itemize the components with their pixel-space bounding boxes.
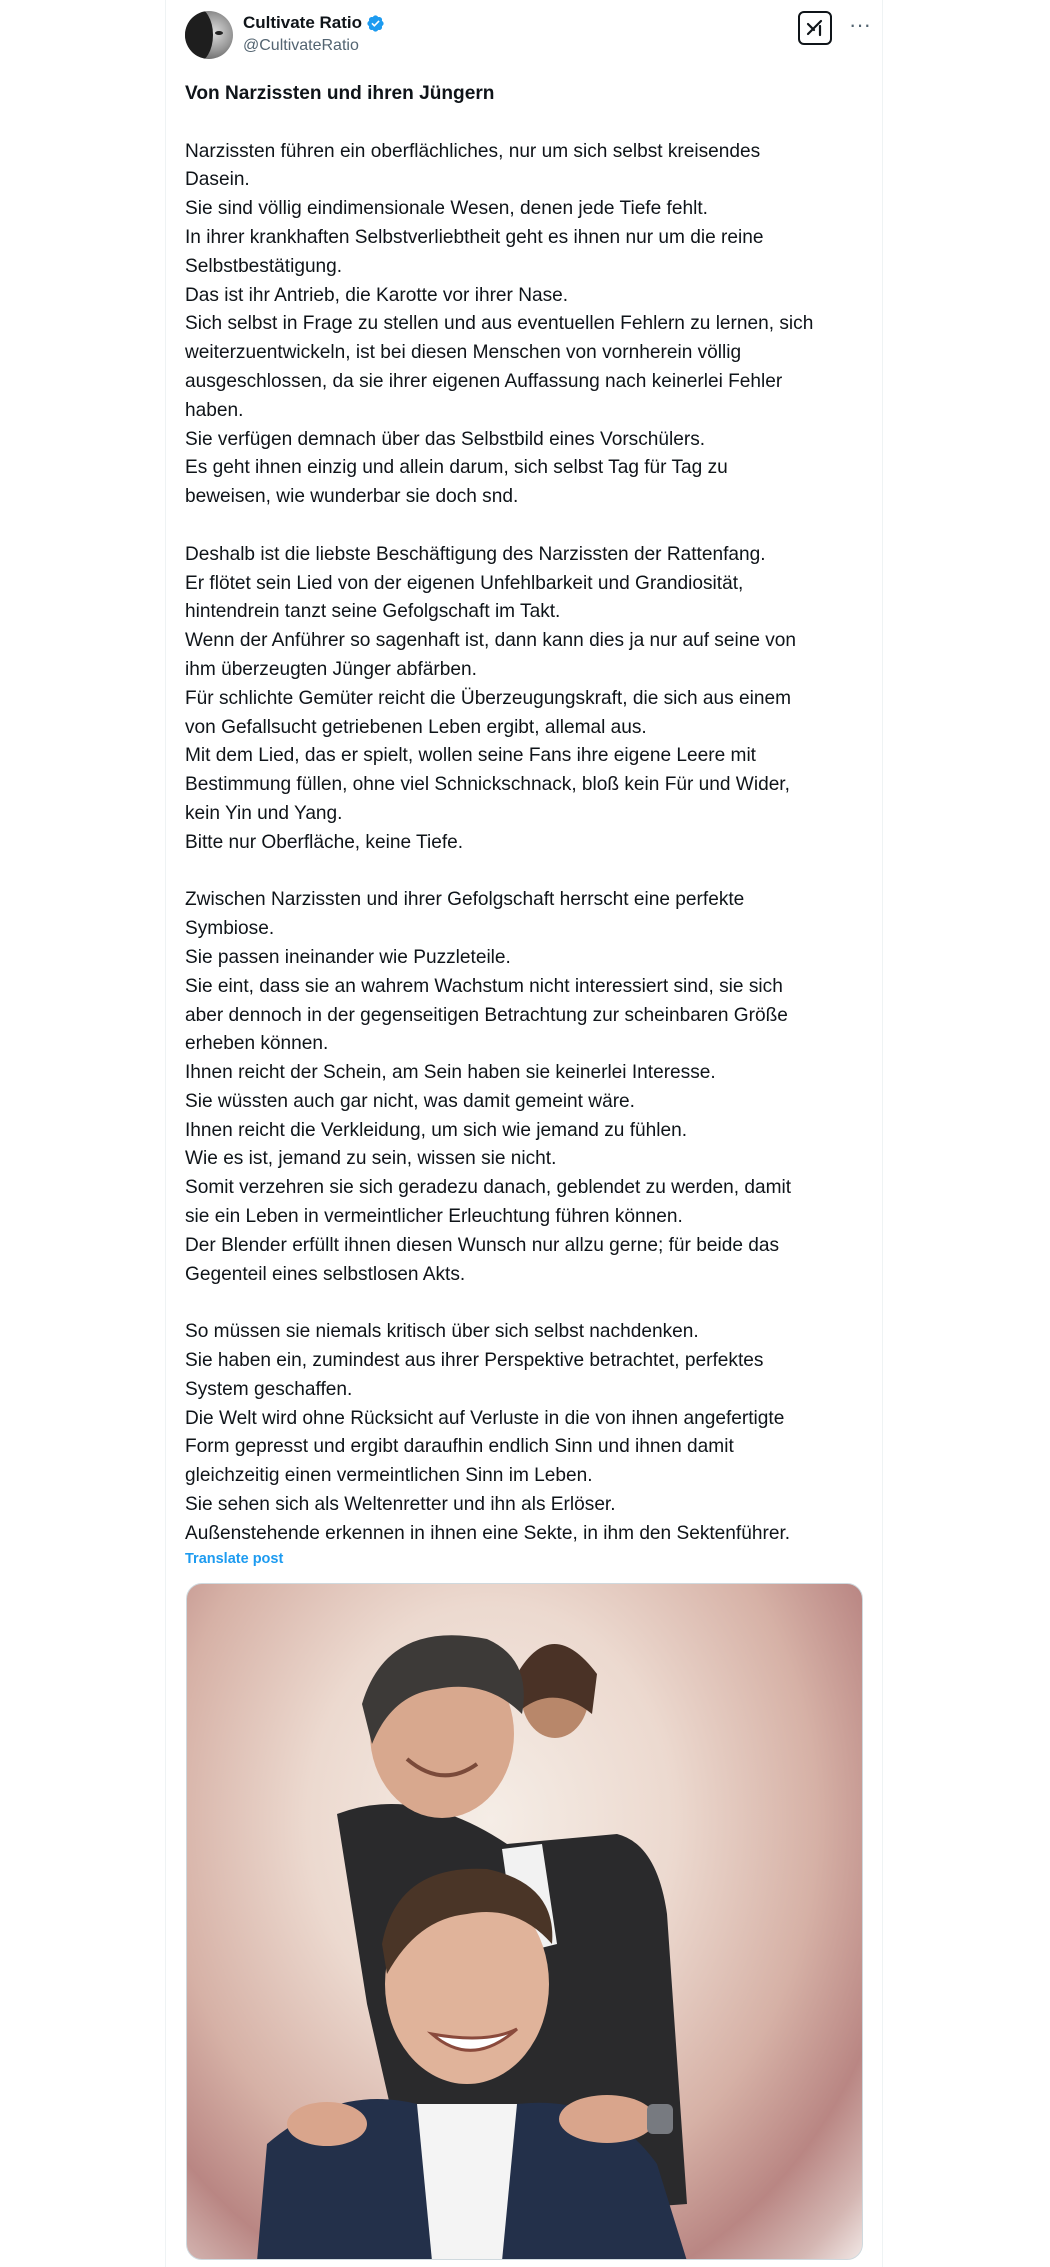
post-text-line: Ihnen reicht der Schein, am Sein haben sie keinerlei Interesse. (185, 1062, 716, 1084)
post-text-line: Dasein. (185, 169, 250, 191)
post-text-line: Sie wüssten auch gar nicht, was damit gemeint wäre. (185, 1090, 635, 1112)
post-text-line: Narzissten führen ein oberflächliches, nur um sich selbst kreisendes (185, 140, 761, 162)
grok-button[interactable] (798, 11, 832, 45)
post-text-line: ausgeschlossen, da sie ihrer eigenen Auffassung nach keinerlei Fehler (185, 370, 783, 392)
post-text-line: Für schlichte Gemüter reicht die Überzeugungskraft, die sich aus einem (185, 687, 791, 709)
post-text-line: von Gefallsucht getriebenen Leben ergibt, allemal aus. (185, 716, 647, 738)
post-card (165, 0, 883, 2267)
post-text-line: Sie passen ineinander wie Puzzleteile. (185, 946, 511, 968)
post-header (185, 11, 871, 61)
post-text-line: kein Yin und Yang. (185, 802, 343, 824)
post-text-line: Sie sind völlig eindimensionale Wesen, denen jede Tiefe fehlt. (185, 198, 708, 220)
post-text-line: ihm überzeugten Jünger abfärben. (185, 658, 477, 680)
verified-badge-icon (366, 14, 385, 33)
post-text-line: Außenstehende erkennen in ihnen eine Sekte, in ihm den Sektenführer. (185, 1522, 791, 1544)
paragraph-gap (185, 858, 865, 887)
post-text-line: Mit dem Lied, das er spielt, wollen seine Fans ihre eigene Leere mit (185, 745, 756, 767)
post-text-line: Symbiose. (185, 918, 275, 940)
post-text-line: Somit verzehren sie sich geradezu danach, geblendet zu werden, damit (185, 1177, 792, 1199)
post-text-line: Sie sehen sich als Weltenretter und ihn als Erlöser. (185, 1494, 616, 1516)
post-text-line: beweisen, wie wunderbar sie doch snd. (185, 486, 519, 508)
post-text-line: erheben können. (185, 1033, 329, 1055)
post-text-line: Gegenteil eines selbstlosen Akts. (185, 1263, 466, 1285)
post-text-line: Das ist ihr Antrieb, die Karotte vor ihrer Nase. (185, 284, 569, 306)
post-text-line: sie ein Leben in vermeintlicher Erleuchtung führen können. (185, 1206, 683, 1228)
post-text-line: Sie eint, dass sie an wahrem Wachstum nicht interessiert sind, sie sich (185, 975, 783, 997)
post-title: Von Narzissten und ihren Jüngern (185, 83, 495, 104)
post-text-line: gleichzeitig einen vermeintlichen Sinn im Leben. (185, 1465, 593, 1487)
post-text-line: Deshalb ist die liebste Beschäftigung des Narzissten der Rattenfang. (185, 543, 766, 565)
photo-illustration (187, 1584, 863, 2260)
post-text-line: Ihnen reicht die Verkleidung, um sich wie jemand zu fühlen. (185, 1119, 688, 1141)
author-name-row (243, 13, 385, 33)
post-text-line: System geschaffen. (185, 1378, 353, 1400)
more-icon[interactable]: ··· (849, 12, 871, 37)
post-body (185, 138, 865, 1549)
post-text-line: Zwischen Narzissten und ihrer Gefolgschaft herrscht eine perfekte (185, 889, 745, 911)
post-text-line: Sie verfügen demnach über das Selbstbild eines Vorschülers. (185, 428, 706, 450)
post-text-line: Er flötet sein Lied von der eigenen Unfehlbarkeit und Grandiosität, (185, 572, 744, 594)
avatar[interactable] (185, 11, 233, 59)
post-text (185, 80, 865, 1549)
post-text-line: Sich selbst in Frage zu stellen und aus eventuellen Fehlern zu lernen, sich (185, 313, 814, 335)
post-text-line: weiterzuentwickeln, ist bei diesen Menschen von vornherein völlig (185, 342, 742, 364)
post-text-line: So müssen sie niemals kritisch über sich selbst nachdenken. (185, 1321, 699, 1343)
post-text-line: aber dennoch in der gegenseitigen Betrachtung zur scheinbaren Größe (185, 1004, 788, 1026)
post-text-line: Es geht ihnen einzig und allein darum, sich selbst Tag für Tag zu (185, 457, 728, 479)
post-text-line: Bestimmung füllen, ohne viel Schnickschnack, bloß kein Für und Wider, (185, 774, 790, 796)
post-text-line: Die Welt wird ohne Rücksicht auf Verluste in die von ihnen angefertigte (185, 1407, 785, 1429)
grok-icon (805, 18, 825, 38)
post-text-line: Wenn der Anführer so sagenhaft ist, dann kann dies ja nur auf seine von (185, 630, 797, 652)
post-image[interactable] (186, 1583, 863, 2260)
post-text-line: In ihrer krankhaften Selbstverliebtheit geht es ihnen nur um die reine (185, 226, 764, 248)
post-text-line: Der Blender erfüllt ihnen diesen Wunsch nur allzu gerne; für beide das (185, 1234, 780, 1256)
translate-post-link[interactable]: Translate post (185, 1551, 284, 1567)
post-text-line: Form gepresst und ergibt daraufhin endlich Sinn und ihnen damit (185, 1436, 734, 1458)
post-text-line: haben. (185, 399, 244, 421)
post-text-line: Selbstbestätigung. (185, 255, 343, 277)
post-text-line: hintendrein tanzt seine Gefolgschaft im Takt. (185, 601, 561, 623)
post-text-line: Bitte nur Oberfläche, keine Tiefe. (185, 831, 464, 853)
paragraph-gap (185, 1289, 865, 1318)
paragraph-gap (185, 512, 865, 541)
post-text-line: Sie haben ein, zumindest aus ihrer Perspektive betrachtet, perfektes (185, 1350, 764, 1372)
author-name[interactable]: Cultivate Ratio (243, 13, 363, 32)
author-handle[interactable]: @CultivateRatio (243, 37, 359, 54)
post-text-line: Wie es ist, jemand zu sein, wissen sie nicht. (185, 1148, 557, 1170)
